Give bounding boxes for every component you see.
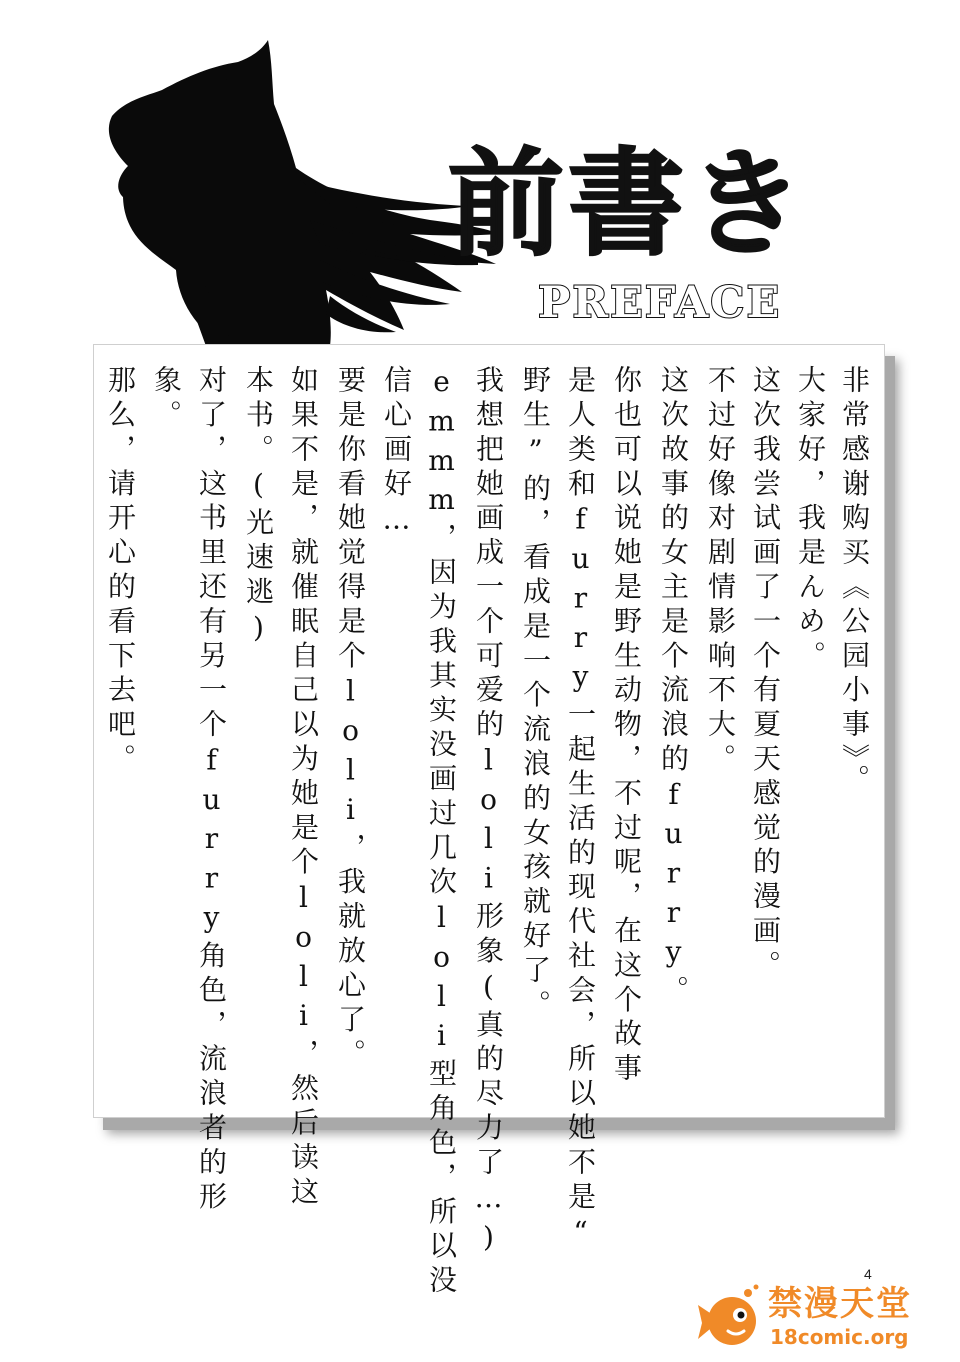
preface-column-3: 这次我尝试画了一个有夏天感觉的漫画。: [749, 365, 782, 985]
preface-column-17: 那么，请开心的看下去吧。: [104, 365, 137, 778]
preface-column-8: 野生”的，看成是一个流浪的女孩就好了。: [519, 365, 552, 1024]
preface-column-4: 不过好像对剧情影响不大。: [704, 365, 737, 778]
watermark-site-url: 18comic.org: [770, 1325, 909, 1349]
preface-column-13: 如果不是，就催眠自己以为她是个loli，然后读这: [287, 365, 320, 1211]
preface-column-2: 大家好，我是んめ。: [794, 365, 827, 675]
preface-column-14: 本书。(光速逃): [242, 365, 275, 651]
watermark-site-name: 禁漫天堂: [768, 1284, 912, 1324]
preface-title-english: PREFACE: [538, 278, 782, 328]
preface-column-1: 非常感谢购买《公园小事》。: [838, 365, 871, 799]
preface-column-11: 信心画好…: [380, 365, 413, 542]
site-watermark: [696, 1279, 936, 1359]
page-number: 4: [864, 1266, 872, 1282]
preface-column-6: 你也可以说她是野生动物，不过呢，在这个故事: [610, 365, 643, 1088]
preface-column-16: 象。: [150, 365, 183, 434]
preface-column-10: emmm，因为我其实没画过几次loli型角色，所以没: [425, 365, 458, 1300]
preface-column-9: 我想把她画成一个可爱的loli形象(真的尽力了…): [472, 365, 505, 1260]
preface-title-japanese: 前書き: [448, 136, 808, 272]
preface-text-box: [93, 344, 885, 1300]
fish-mascot-icon: [696, 1283, 766, 1353]
preface-column-12: 要是你看她觉得是个loli，我就放心了。: [334, 365, 367, 1073]
preface-column-7: 是人类和furry一起生活的现代社会，所以她不是“: [564, 365, 597, 1255]
preface-column-15: 对了，这书里还有另一个furry角色，流浪者的形: [195, 365, 228, 1216]
preface-column-5: 这次故事的女主是个流浪的furry。: [657, 365, 690, 1010]
